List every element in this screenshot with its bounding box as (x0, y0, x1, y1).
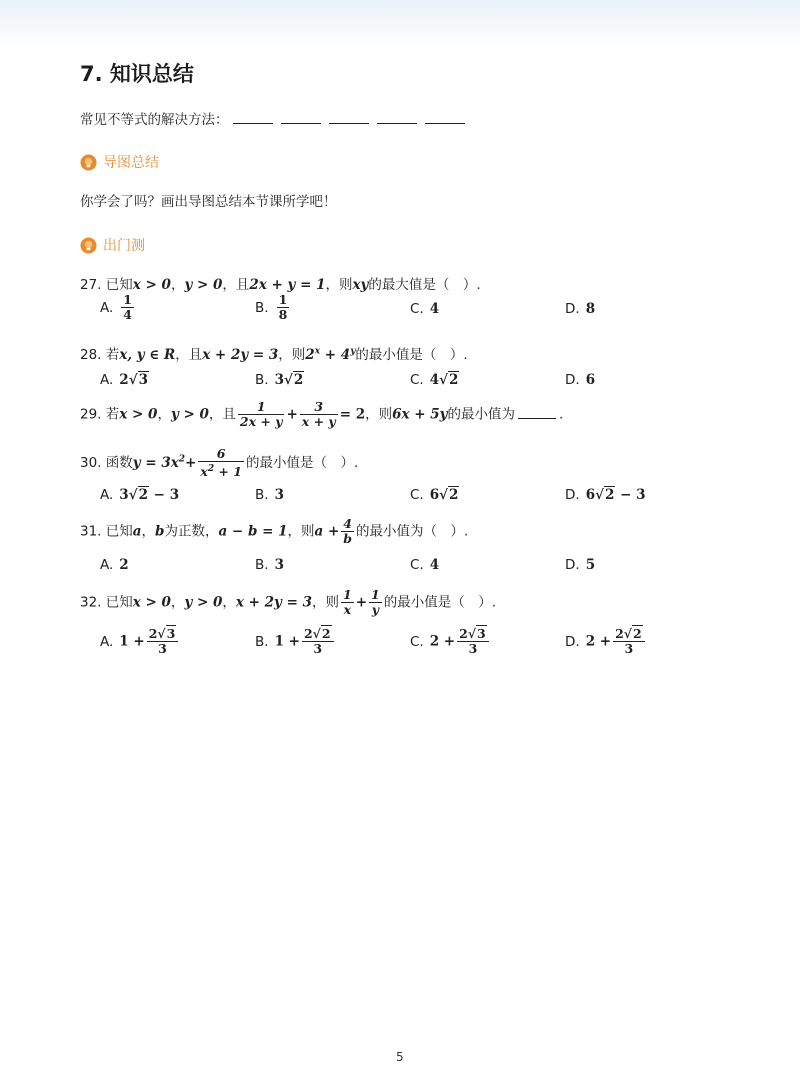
exponent: x (314, 346, 321, 357)
fraction (341, 588, 354, 617)
fraction (613, 627, 645, 656)
numerator: 4 (343, 516, 352, 531)
option-value: 3 (274, 557, 284, 573)
math-part: 1 + (274, 633, 300, 650)
question-text: ，则 (312, 594, 339, 611)
fraction (238, 400, 285, 429)
lightbulb-icon (80, 237, 97, 254)
option-label: A. (100, 633, 114, 650)
math-part: − 3 (148, 487, 180, 503)
question-text: 的最大值是（ ）. (368, 277, 481, 293)
question-number: 32. (80, 594, 102, 611)
top-gradient-band (0, 0, 800, 46)
numerator: 1 (278, 292, 288, 307)
option-c[interactable] (410, 372, 459, 388)
math-part: 2 + (429, 633, 456, 650)
option-label: A. (100, 487, 114, 503)
question-text: ，且 (175, 347, 203, 363)
option-label: C. (410, 557, 424, 573)
denominator: x + y (301, 414, 336, 429)
math-expr (133, 455, 185, 471)
option-value: 4 (429, 557, 440, 573)
answer-blank[interactable] (233, 109, 273, 124)
question-text: 的最小值是（ ）. (355, 347, 468, 363)
sqrt: √3 (467, 626, 486, 641)
question-text: ， (157, 406, 171, 423)
sqrt: √2 (623, 626, 642, 641)
question-text: ， (141, 523, 156, 540)
question-text: ，且 (208, 406, 236, 423)
fraction (121, 293, 134, 322)
radicand: 2 (293, 372, 304, 388)
radicand: 3 (166, 626, 176, 641)
option-b[interactable] (255, 627, 336, 656)
common-methods-label: 常见不等式的解决方法： (80, 112, 229, 128)
denominator: 4 (123, 307, 132, 322)
coefficient: 3 (274, 372, 284, 388)
section-title: 7. 知识总结 (80, 62, 194, 86)
fraction (369, 588, 382, 617)
fraction (198, 447, 244, 479)
math-part: 1 + (119, 633, 145, 650)
mindmap-text: 你学会了吗？画出导图总结本节课所学吧！ (80, 194, 337, 210)
radical-expr (119, 372, 149, 388)
question-text: ， (170, 594, 185, 611)
option-label: C. (410, 301, 424, 317)
question-text: . (559, 406, 564, 423)
question-text: 的最小值是（ ）. (383, 594, 497, 611)
fraction (300, 400, 338, 429)
option-label: A. (100, 299, 114, 316)
fraction (277, 293, 290, 322)
answer-blank[interactable] (329, 109, 369, 124)
radicand: 3 (138, 372, 148, 388)
lightbulb-icon (80, 154, 97, 171)
radicand: 2 (138, 487, 148, 503)
math-expr: a + (314, 523, 340, 540)
math-op: + (185, 455, 197, 472)
denominator: b (343, 531, 353, 546)
fraction (341, 517, 354, 546)
question-text: 已知 (105, 594, 133, 611)
option-b[interactable] (255, 293, 291, 322)
math-expr: y > 0 (170, 406, 209, 423)
math-expr: 2x + y = 1 (249, 277, 326, 293)
question-text: 的最小值是（ ）. (245, 455, 359, 472)
option-value: 3 (274, 487, 284, 503)
exponent: 2 (178, 454, 186, 465)
question-text: ， (222, 594, 236, 611)
option-a[interactable] (100, 487, 179, 503)
exit-test-heading-text: 出门测 (103, 238, 145, 254)
answer-blank[interactable] (281, 109, 321, 124)
sqrt: √2 (128, 487, 148, 503)
fraction (302, 627, 334, 656)
coefficient: 2 (459, 626, 468, 641)
numerator (457, 627, 489, 641)
math-expr: x, y ∈ R (119, 347, 176, 363)
page-number: 5 (396, 1050, 404, 1064)
radicand: 2 (321, 626, 331, 641)
denominator: 3 (302, 641, 334, 656)
question-text: 为正数， (164, 523, 219, 540)
question-text: ，则 (365, 406, 393, 423)
math-expr: a (132, 523, 142, 540)
option-label: D. (565, 557, 580, 573)
numerator: 1 (256, 399, 266, 414)
option-value: 6 (585, 372, 596, 388)
math-expr: x > 0 (132, 277, 171, 293)
math-op: + (286, 406, 298, 423)
exit-test-heading (80, 235, 145, 255)
denominator: 8 (278, 307, 288, 322)
question-32 (80, 588, 496, 617)
math-expr: y > 0 (184, 277, 223, 293)
option-d[interactable] (565, 557, 595, 573)
radical-expr (275, 372, 305, 388)
denominator: 3 (457, 641, 489, 656)
option-value: 5 (585, 557, 596, 573)
sqrt: √2 (283, 372, 304, 388)
denominator: 3 (147, 641, 179, 656)
math-expr: xy (352, 277, 369, 293)
mindmap-heading-text: 导图总结 (103, 155, 159, 171)
option-label: A. (100, 372, 114, 388)
question-text: ，则 (287, 523, 315, 540)
math-expr: b (155, 523, 165, 540)
question-number: 27. (80, 277, 102, 293)
option-label: D. (565, 487, 580, 503)
math-part: 2 (305, 347, 315, 363)
option-d[interactable] (565, 487, 645, 503)
option-label: C. (410, 372, 424, 388)
math-expr: a − b = 1 (218, 523, 288, 540)
numerator (302, 627, 334, 641)
option-value: 4 (429, 301, 440, 317)
math-expr: x > 0 (132, 594, 171, 611)
denominator: 2x + y (239, 414, 283, 429)
radicand: 2 (604, 487, 615, 503)
question-text: 若 (105, 406, 120, 423)
question-28 (80, 343, 468, 363)
question-text: 若 (105, 347, 120, 363)
numerator (613, 627, 645, 641)
math-expr: x + 2y = 3 (235, 594, 312, 611)
option-label: D. (565, 372, 580, 388)
option-c[interactable] (410, 301, 439, 317)
option-label: B. (255, 372, 269, 388)
option-c[interactable] (410, 487, 459, 503)
denominator: x (341, 602, 354, 617)
question-text: ，则 (278, 347, 306, 363)
coefficient: 2 (615, 626, 624, 641)
math-part: + 1 (214, 464, 242, 480)
radical-expr (119, 487, 179, 503)
math-expr (305, 347, 355, 363)
option-d[interactable] (565, 372, 595, 388)
option-b[interactable] (255, 557, 284, 573)
sqrt: √2 (595, 487, 615, 503)
radicand: 3 (477, 626, 486, 641)
question-number: 28. (80, 347, 102, 363)
answer-blank[interactable] (377, 109, 417, 124)
math-part: − 3 (615, 487, 646, 503)
math-part: 2 + (585, 633, 612, 650)
option-a[interactable] (100, 372, 149, 388)
sqrt: √2 (439, 372, 459, 388)
option-b[interactable] (255, 487, 284, 503)
coefficient: 2 (148, 626, 158, 641)
fraction (457, 627, 489, 656)
question-31 (80, 517, 468, 546)
math-expr: 6x + 5y (392, 406, 448, 423)
answer-blank[interactable] (518, 404, 556, 419)
math-op: + (355, 594, 368, 611)
fraction (147, 627, 179, 656)
option-label: B. (255, 299, 269, 316)
exponent: y (350, 346, 356, 357)
option-label: D. (565, 301, 580, 317)
option-label: C. (410, 633, 424, 650)
sqrt: √2 (439, 487, 459, 503)
radicand: 2 (633, 626, 642, 641)
math-expr: x + 2y = 3 (202, 347, 279, 363)
question-30 (80, 447, 358, 479)
sqrt: √3 (128, 372, 148, 388)
numerator: 1 (371, 587, 380, 602)
option-a[interactable] (100, 293, 136, 322)
coefficient: 4 (429, 372, 440, 388)
denominator (198, 461, 244, 479)
question-text: 的最小值为 (447, 406, 516, 423)
option-label: B. (255, 557, 269, 573)
radicand: 2 (449, 487, 459, 503)
option-label: C. (410, 487, 424, 503)
option-b[interactable] (255, 372, 304, 388)
question-29 (80, 400, 563, 429)
option-c[interactable] (410, 557, 439, 573)
coefficient: 2 (303, 626, 313, 641)
denominator: y (369, 602, 382, 617)
numerator: 3 (314, 399, 324, 414)
math-part: x (200, 464, 208, 480)
numerator: 1 (343, 587, 352, 602)
radical-expr (430, 487, 460, 503)
question-text: ，且 (222, 277, 250, 293)
sqrt: √2 (312, 626, 331, 641)
option-label: B. (255, 633, 269, 650)
option-d[interactable] (565, 627, 647, 656)
radical-expr (430, 372, 460, 388)
question-number: 31. (80, 523, 102, 540)
mindmap-heading (80, 152, 159, 172)
common-methods-line (80, 108, 473, 128)
coefficient: 2 (119, 372, 129, 388)
question-number: 30. (80, 455, 102, 472)
sqrt: √3 (157, 626, 176, 641)
option-c[interactable] (410, 627, 491, 656)
coefficient: 6 (429, 487, 440, 503)
option-d[interactable] (565, 301, 595, 317)
answer-blank[interactable] (425, 109, 465, 124)
question-text: ， (170, 277, 185, 293)
question-text: ，则 (325, 277, 353, 293)
math-expr: = 2 (339, 406, 366, 423)
option-label: A. (100, 557, 114, 573)
math-part: y = 3x (132, 455, 179, 472)
option-a[interactable] (100, 627, 180, 656)
option-label: D. (565, 633, 580, 650)
question-number: 29. (80, 406, 102, 423)
numerator: 6 (216, 446, 226, 461)
math-expr: x > 0 (119, 406, 158, 423)
radical-expr (586, 487, 646, 503)
math-expr: y > 0 (184, 594, 223, 611)
option-label: B. (255, 487, 269, 503)
question-text: 已知 (105, 277, 133, 293)
coefficient: 6 (585, 487, 596, 503)
denominator: 3 (613, 641, 645, 656)
radicand: 2 (449, 372, 459, 388)
numerator: 1 (123, 292, 132, 307)
exponent: 2 (207, 464, 215, 474)
question-text: 已知 (105, 523, 133, 540)
coefficient: 3 (119, 487, 129, 503)
option-value: 2 (119, 557, 129, 573)
option-a[interactable] (100, 557, 129, 573)
option-value: 8 (585, 301, 596, 317)
question-text: 的最小值为（ ）. (356, 523, 469, 540)
math-part: + 4 (320, 347, 351, 363)
numerator (147, 627, 179, 641)
question-27 (80, 273, 481, 293)
question-text: 函数 (105, 455, 133, 472)
